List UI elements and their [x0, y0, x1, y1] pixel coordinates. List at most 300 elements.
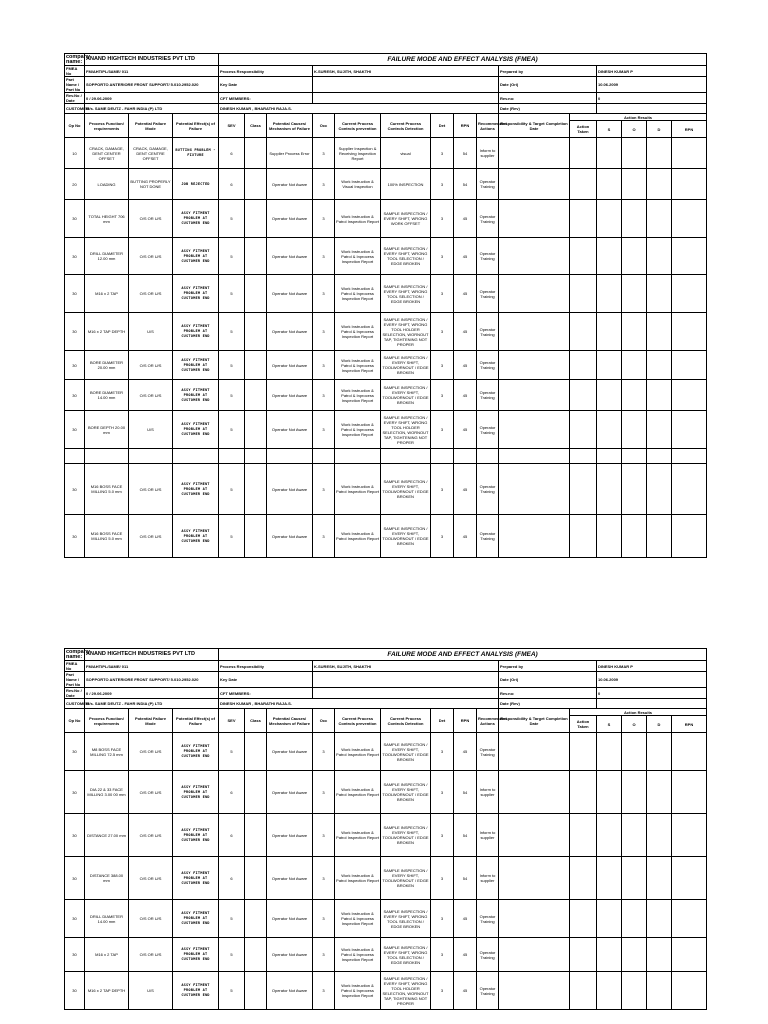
cft-label: CFT MEMBERS:	[219, 93, 313, 104]
sev: 5	[219, 900, 245, 938]
prevention: Supplier Inspection & Receiving Inspection Report	[335, 138, 381, 169]
prevention: Work Instruction & Patrol Inspection Report	[335, 464, 381, 515]
recommended-action: Operator Training	[477, 411, 499, 449]
table-row	[65, 733, 707, 771]
det: 3	[431, 771, 454, 814]
date-rev-label: Date (Rev)	[499, 699, 597, 709]
det: 3	[431, 733, 454, 771]
col-det: Det	[431, 114, 454, 138]
op-no: 30	[65, 814, 85, 857]
rpn: 54	[454, 169, 477, 200]
det: 3	[431, 938, 454, 972]
col-sev: SEV	[219, 709, 245, 733]
effect: ASSY FITMENT PROBLEM AT CUSTOMER END	[173, 200, 219, 238]
s	[597, 138, 622, 169]
op-no: 30	[65, 200, 85, 238]
recommended-action: Operator Training	[477, 515, 499, 558]
table-row	[65, 313, 707, 351]
effect: ASSY FITMENT PROBLEM AT CUSTOMER END	[173, 238, 219, 275]
table-row	[65, 411, 707, 449]
col-recommended: Recommended Actions	[477, 709, 499, 733]
rpn: 45	[454, 313, 477, 351]
rpn-2	[672, 464, 707, 515]
d	[647, 380, 672, 411]
s	[597, 169, 622, 200]
blank-cell	[477, 449, 499, 464]
s	[597, 857, 622, 900]
detection: SAMPLE INSPECTION / EVERY SHIFT, TOOLWORNOUT / EDGE BROKEN	[381, 351, 431, 380]
effect: ASSY FITMENT PROBLEM AT CUSTOMER END	[173, 351, 219, 380]
det: 3	[431, 275, 454, 313]
rpn-2	[672, 380, 707, 411]
date-orig: 10.06.2009	[597, 672, 707, 688]
failure-mode: O/S OR U/S	[129, 380, 173, 411]
form-title: FAILURE MODE AND EFFECT ANALYSIS (FMEA)	[219, 54, 707, 66]
col-s: S	[597, 716, 622, 733]
col-class: Class	[245, 114, 267, 138]
process: BORE DEPTH 20.00 mm	[85, 411, 129, 449]
o	[622, 380, 647, 411]
o	[622, 138, 647, 169]
process: DRILL DIAMETER 12.00 mm	[85, 238, 129, 275]
rpn: 45	[454, 238, 477, 275]
d	[647, 169, 672, 200]
key-date-label: Key Date	[219, 77, 313, 93]
sev: 5	[219, 515, 245, 558]
process: CRACK, DAMAGE, DENT CENTER OFFSET	[85, 138, 129, 169]
det: 3	[431, 138, 454, 169]
sev: 5	[219, 380, 245, 411]
failure-mode: U/S	[129, 972, 173, 1010]
col-causes: Potential Causes/ Mechanism of Failure	[267, 114, 313, 138]
responsibility	[499, 351, 570, 380]
det: 3	[431, 313, 454, 351]
action-taken	[570, 464, 597, 515]
blank-cell	[570, 449, 597, 464]
rpn: 45	[454, 200, 477, 238]
op-no: 20	[65, 169, 85, 200]
blank-cell	[65, 449, 85, 464]
recommended-action: Operator Training	[477, 972, 499, 1010]
op-no: 30	[65, 733, 85, 771]
fmea-no-label: FMEA No	[65, 66, 85, 77]
effect: ASSY FITMENT PROBLEM AT CUSTOMER END	[173, 814, 219, 857]
action-taken	[570, 275, 597, 313]
det: 3	[431, 464, 454, 515]
failure-mode: CRACK, DAMAGE, DENT CENTRE OFFSET	[129, 138, 173, 169]
table-row	[65, 138, 707, 169]
s	[597, 900, 622, 938]
date-rev-label: Date (Rev)	[499, 104, 597, 114]
blank-cell	[173, 449, 219, 464]
cft-members: DINESH KUMAR , BHARATHI RAJA.S.	[219, 699, 499, 709]
process-resp-label: Process Responsibility	[219, 661, 313, 672]
effect: BUTTING PROBLEM - FIXTURE	[173, 138, 219, 169]
col-responsibility: Responsibility & Target Completion Date	[499, 709, 570, 733]
fmea-rows-c	[65, 733, 707, 1010]
responsibility	[499, 380, 570, 411]
responsibility	[499, 138, 570, 169]
table-row	[65, 814, 707, 857]
date-orig-label: Date (Ori)	[499, 77, 597, 93]
fmea-no: FM/AHTIPL/3AME/ 011	[85, 661, 219, 672]
fmea-table-1	[64, 53, 707, 558]
failure-mode: BUTTING PROPERLY NOT DONE	[129, 169, 173, 200]
detection: 100% INSPECTION	[381, 169, 431, 200]
form-title: FAILURE MODE AND EFFECT ANALYSIS (FMEA)	[219, 649, 707, 661]
sev: 5	[219, 275, 245, 313]
blank-cell	[313, 449, 335, 464]
detection: SAMPLE INSPECTION / EVERY SHIFT, WRONG TOOL HOLDER SELECTION, WORNOUT TAP, TIGHTENING NOT PROPER	[381, 411, 431, 449]
occ: 3	[313, 814, 335, 857]
part: SOPPORTO ANTERIORE FRONT SUPPORT/ 5.010.2952.020	[85, 672, 219, 688]
rpn: 45	[454, 515, 477, 558]
rpn-2	[672, 814, 707, 857]
col-effects: Potential Effect(s) of Failure	[173, 114, 219, 138]
failure-mode: O/S OR U/S	[129, 814, 173, 857]
process: LOADING	[85, 169, 129, 200]
table-row	[65, 169, 707, 200]
col-prevention: Current Process Controls prevention	[335, 709, 381, 733]
rev-no-label: Rev.no:	[499, 93, 597, 104]
prevention: Work Instruction & Patrol & Inprocess Inspection Report	[335, 275, 381, 313]
recommended-action: Inform to supplier	[477, 857, 499, 900]
class	[245, 411, 267, 449]
action-taken	[570, 771, 597, 814]
process: BORE DIAMETER 20.00 mm	[85, 351, 129, 380]
op-no: 30	[65, 411, 85, 449]
recommended-action: Operator Training	[477, 169, 499, 200]
process: M8 BOSS FACE MILLING 72.5 mm	[85, 733, 129, 771]
col-responsibility: Responsibility & Target Completion Date	[499, 114, 570, 138]
op-no: 30	[65, 972, 85, 1010]
det: 3	[431, 200, 454, 238]
prevention: Work Instruction & Patrol Inspection Report	[335, 857, 381, 900]
col-rpn: RPN	[454, 114, 477, 138]
recommended-action: Operator Training	[477, 200, 499, 238]
sev: 5	[219, 313, 245, 351]
col-process: Process Function/ requirements	[85, 114, 129, 138]
occ: 3	[313, 313, 335, 351]
rpn-2	[672, 733, 707, 771]
recommended-action: Operator Training	[477, 733, 499, 771]
occ: 3	[313, 733, 335, 771]
company-label: company name:	[66, 53, 91, 65]
recommended-action: Inform to supplier	[477, 771, 499, 814]
action-taken	[570, 313, 597, 351]
det: 3	[431, 900, 454, 938]
responsibility	[499, 200, 570, 238]
effect: ASSY FITMENT PROBLEM AT CUSTOMER END	[173, 515, 219, 558]
op-no: 30	[65, 900, 85, 938]
det: 3	[431, 380, 454, 411]
effect: ASSY FITMENT PROBLEM AT CUSTOMER END	[173, 464, 219, 515]
col-opno: Op No	[65, 709, 85, 733]
sev: 6	[219, 857, 245, 900]
det: 3	[431, 814, 454, 857]
blank-cell	[499, 449, 570, 464]
blank-cell	[672, 449, 707, 464]
cause: Operator Not Aware	[267, 857, 313, 900]
action-taken	[570, 238, 597, 275]
rpn-2	[672, 275, 707, 313]
table-row	[65, 351, 707, 380]
det: 3	[431, 515, 454, 558]
prevention: Work Instruction & Patrol & Inprocess Inspection Report	[335, 313, 381, 351]
detection: SAMPLE INSPECTION / EVERY SHIFT, WRONG WORK OFFSET	[381, 200, 431, 238]
responsibility	[499, 275, 570, 313]
detection: SAMPLE INSPECTION / EVERY SHIFT, TOOLWORNOUT / EDGE BROKEN	[381, 814, 431, 857]
d	[647, 411, 672, 449]
col-o: O	[622, 121, 647, 138]
o	[622, 771, 647, 814]
action-taken	[570, 972, 597, 1010]
col-effects: Potential Effect(s) of Failure	[173, 709, 219, 733]
op-no: 30	[65, 771, 85, 814]
blank-cell	[597, 449, 622, 464]
action-taken	[570, 733, 597, 771]
d	[647, 857, 672, 900]
col-rpn-2: RPN	[672, 121, 707, 138]
sev: 5	[219, 972, 245, 1010]
col-failure-mode: Potential Failure Mode	[129, 709, 173, 733]
process: DRILL DIAMETER 14.00 mm	[85, 900, 129, 938]
responsibility	[499, 814, 570, 857]
sev: 6	[219, 771, 245, 814]
fmea-sheet-2	[64, 648, 706, 1010]
o	[622, 857, 647, 900]
date-rev	[597, 104, 707, 114]
col-det: Det	[431, 709, 454, 733]
col-failure-mode: Potential Failure Mode	[129, 114, 173, 138]
process: DIA 22 & 33 FACE MILLING 3.00 00 mm	[85, 771, 129, 814]
rpn-2	[672, 900, 707, 938]
fmea-header	[65, 649, 707, 733]
detection: SAMPLE INSPECTION / EVERY SHIFT, TOOLWORNOUT / EDGE BROKEN	[381, 771, 431, 814]
table-row	[65, 857, 707, 900]
prevention: Work Instruction & Patrol & Inprocess Inspection Report	[335, 411, 381, 449]
detection: SAMPLE INSPECTION / EVERY SHIFT, WRONG TOOL SELECTION / EDGE BROKEN	[381, 238, 431, 275]
rpn: 45	[454, 464, 477, 515]
op-no: 30	[65, 313, 85, 351]
col-detection: Current Process Controls Detection	[381, 114, 431, 138]
op-no: 30	[65, 857, 85, 900]
effect: ASSY FITMENT PROBLEM AT CUSTOMER END	[173, 733, 219, 771]
op-no: 30	[65, 464, 85, 515]
cft-blank	[313, 93, 499, 104]
recommended-action: Operator Training	[477, 938, 499, 972]
s	[597, 275, 622, 313]
failure-mode: O/S OR U/S	[129, 900, 173, 938]
cause: Operator Not Aware	[267, 313, 313, 351]
customer-label: CUSTOMER	[65, 104, 85, 114]
class	[245, 814, 267, 857]
customer-label: CUSTOMER	[65, 699, 85, 709]
action-taken	[570, 138, 597, 169]
company-name: ANAND HIGHTECH INDUSTRIES PVT LTD	[85, 649, 219, 661]
fmea-no-label: FMEA No	[65, 661, 85, 672]
cft-label: CFT MEMBERS:	[219, 688, 313, 699]
prevention: Work Instruction & Patrol & Inprocess Inspection Report	[335, 238, 381, 275]
rpn-2	[672, 411, 707, 449]
table-row	[65, 900, 707, 938]
table-row	[65, 515, 707, 558]
d	[647, 275, 672, 313]
rpn-2	[672, 351, 707, 380]
col-action-results: Action Results	[570, 709, 707, 716]
d	[647, 938, 672, 972]
rpn: 45	[454, 733, 477, 771]
blank-cell	[219, 449, 245, 464]
col-d: D	[647, 716, 672, 733]
d	[647, 515, 672, 558]
effect: ASSY FITMENT PROBLEM AT CUSTOMER END	[173, 380, 219, 411]
prevention: Work Instruction & Patrol Inspection Report	[335, 733, 381, 771]
d	[647, 313, 672, 351]
cause: Operator Not Aware	[267, 411, 313, 449]
blank-cell	[381, 449, 431, 464]
rpn-2	[672, 515, 707, 558]
s	[597, 200, 622, 238]
occ: 3	[313, 200, 335, 238]
rpn-2	[672, 938, 707, 972]
detection: SAMPLE INSPECTION / EVERY SHIFT, TOOLWORNOUT / EDGE BROKEN	[381, 733, 431, 771]
rpn: 45	[454, 275, 477, 313]
d	[647, 351, 672, 380]
failure-mode: O/S OR U/S	[129, 275, 173, 313]
col-occ: Occ	[313, 114, 335, 138]
s	[597, 351, 622, 380]
occ: 3	[313, 169, 335, 200]
class	[245, 900, 267, 938]
date-orig: 10.06.2009	[597, 77, 707, 93]
detection: visual	[381, 138, 431, 169]
sev: 5	[219, 464, 245, 515]
action-taken	[570, 515, 597, 558]
part-label: Part Name / Part No	[65, 77, 85, 93]
process: M16 x 2 TAP	[85, 938, 129, 972]
occ: 3	[313, 771, 335, 814]
cause: Supplier Process Error	[267, 138, 313, 169]
s	[597, 733, 622, 771]
col-sev: SEV	[219, 114, 245, 138]
detection: SAMPLE INSPECTION / EVERY SHIFT, WRONG TOOL HOLDER SELECTION, WORNOUT TAP, TIGHTENING NOT PROPER	[381, 313, 431, 351]
rpn-2	[672, 313, 707, 351]
blank-cell	[267, 449, 313, 464]
table-row	[65, 238, 707, 275]
prevention: Work Instruction & Patrol & Inprocess Inspection Report	[335, 380, 381, 411]
op-no: 30	[65, 238, 85, 275]
rpn: 45	[454, 900, 477, 938]
d	[647, 200, 672, 238]
rev-label: Rev.No / Date	[65, 688, 85, 699]
failure-mode: O/S OR U/S	[129, 200, 173, 238]
fmea-sheet-1	[64, 53, 706, 558]
prevention: Work Instruction & Patrol Inspection Report	[335, 200, 381, 238]
key-date-label: Key Date	[219, 672, 313, 688]
process: DISTANCE 27.00 mm	[85, 814, 129, 857]
det: 3	[431, 238, 454, 275]
prevention: Work Instruction & Patrol Inspection Report	[335, 771, 381, 814]
responsibility	[499, 857, 570, 900]
d	[647, 464, 672, 515]
d	[647, 733, 672, 771]
s	[597, 380, 622, 411]
o	[622, 411, 647, 449]
effect: ASSY FITMENT PROBLEM AT CUSTOMER END	[173, 857, 219, 900]
rpn: 54	[454, 138, 477, 169]
responsibility	[499, 972, 570, 1010]
rev: 0 / 29.06.2009	[85, 688, 219, 699]
s	[597, 238, 622, 275]
failure-mode: O/S OR U/S	[129, 515, 173, 558]
table-row	[65, 380, 707, 411]
responsibility	[499, 411, 570, 449]
o	[622, 814, 647, 857]
class	[245, 351, 267, 380]
rpn-2	[672, 857, 707, 900]
col-occ: Occ	[313, 709, 335, 733]
failure-mode: O/S OR U/S	[129, 857, 173, 900]
effect: JOB REJECTED	[173, 169, 219, 200]
blank-cell	[335, 449, 381, 464]
col-prevention: Current Process Controls prevention	[335, 114, 381, 138]
blank-cell	[129, 449, 173, 464]
o	[622, 351, 647, 380]
o	[622, 938, 647, 972]
detection: SAMPLE INSPECTION / EVERY SHIFT, WRONG TOOL HOLDER SELECTION, WORNOUT TAP, TIGHTENING NOT PROPER	[381, 972, 431, 1010]
d	[647, 972, 672, 1010]
cause: Operator Not Aware	[267, 380, 313, 411]
detection: SAMPLE INSPECTION / EVERY SHIFT, WRONG TOOL SELECTION / EDGE BROKEN	[381, 275, 431, 313]
rpn-2	[672, 238, 707, 275]
rpn: 45	[454, 938, 477, 972]
prevention: Work Instruction & Patrol Inspection Report	[335, 515, 381, 558]
op-no: 30	[65, 380, 85, 411]
prepared-by: DINESH KUMAR P	[597, 661, 707, 672]
detection: SAMPLE INSPECTION / EVERY SHIFT, TOOLWORNOUT / EDGE BROKEN	[381, 515, 431, 558]
o	[622, 275, 647, 313]
sev: 5	[219, 238, 245, 275]
process-resp: K.SURESH, SUJITH, SHAKTHI	[313, 661, 499, 672]
process-resp: K.SURESH, SUJITH, SHAKTHI	[313, 66, 499, 77]
op-no: 30	[65, 351, 85, 380]
table-row	[65, 200, 707, 238]
cause: Operator Not Aware	[267, 275, 313, 313]
o	[622, 733, 647, 771]
failure-mode: O/S OR U/S	[129, 938, 173, 972]
sev: 5	[219, 733, 245, 771]
class	[245, 169, 267, 200]
process: M16 BOSS FACE MILLING 5.0 mm	[85, 515, 129, 558]
prevention: Work Instruction & Patrol & Inprocess Inspection Report	[335, 900, 381, 938]
prevention: Work Instruction & Patrol & Inprocess Inspection Report	[335, 351, 381, 380]
cause: Operator Not Aware	[267, 169, 313, 200]
s	[597, 814, 622, 857]
failure-mode: O/S OR U/S	[129, 733, 173, 771]
detection: SAMPLE INSPECTION / EVERY SHIFT, TOOLWORNOUT / EDGE BROKEN	[381, 380, 431, 411]
effect: ASSY FITMENT PROBLEM AT CUSTOMER END	[173, 313, 219, 351]
table-row	[65, 771, 707, 814]
class	[245, 275, 267, 313]
occ: 3	[313, 275, 335, 313]
rpn-2	[672, 169, 707, 200]
col-recommended: Recommended Actions	[477, 114, 499, 138]
table-row	[65, 275, 707, 313]
col-d: D	[647, 121, 672, 138]
rev-no: 0	[597, 688, 707, 699]
rpn: 45	[454, 411, 477, 449]
